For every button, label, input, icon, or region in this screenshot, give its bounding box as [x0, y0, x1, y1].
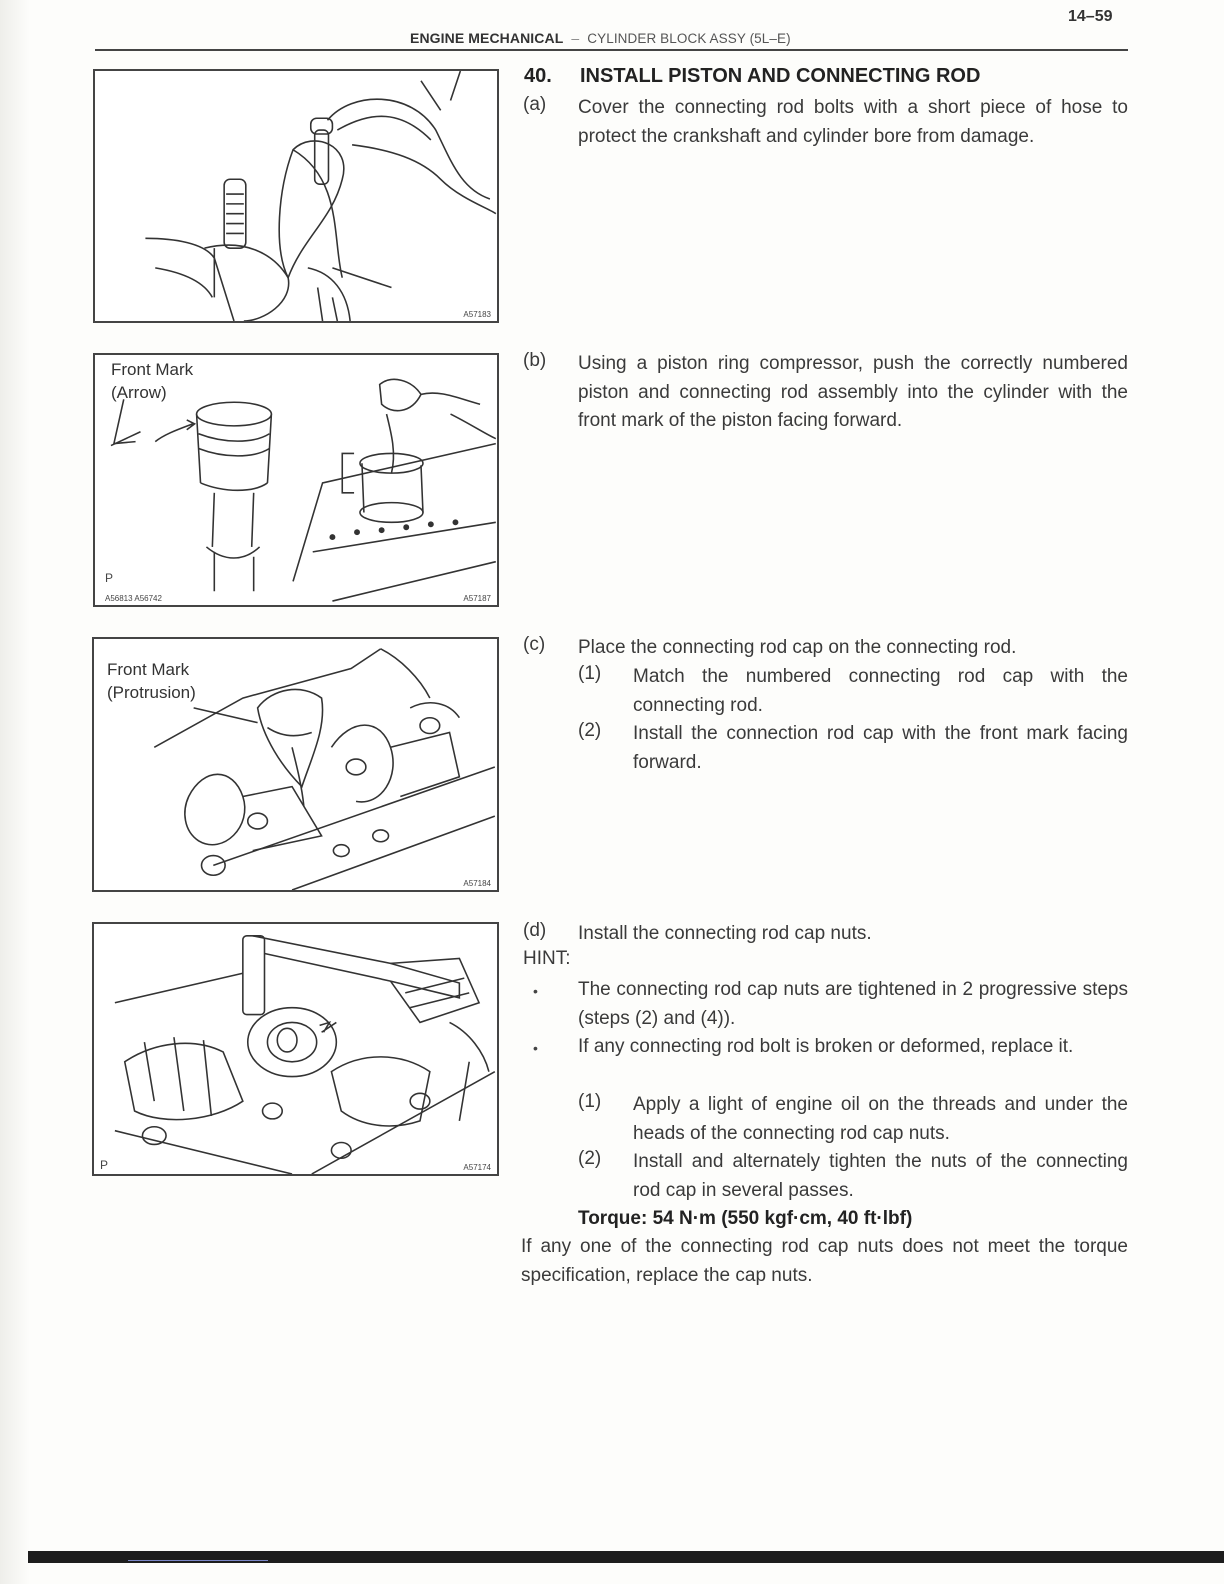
substep-d-item1-num: (1) — [578, 1091, 602, 1112]
front-mark-text: Front Mark — [111, 360, 194, 379]
torque-spec: Torque: 54 N·m (550 kgf·cm, 40 ft·lbf) — [578, 1208, 913, 1229]
figure-code: A57174 — [463, 1163, 491, 1172]
substep-c-text: Place the connecting rod cap on the connecting rod. — [578, 637, 1017, 658]
page-number: 14–59 — [1068, 8, 1113, 25]
substep-b-text: Using a piston ring compressor, push the correctly numbered piston and connecting rod assembly into the cylinder with the front mark of the piston facing forward. — [578, 353, 1128, 432]
figure-rod-cap — [92, 637, 499, 892]
substep-d-item2-num: (2) — [578, 1148, 602, 1169]
scan-edge-bar — [28, 1551, 1224, 1563]
hint-bullet-2: If any connecting rod bolt is broken or deformed, replace it. — [578, 1036, 1074, 1057]
arrow-text: (Arrow) — [111, 383, 167, 402]
header-rule — [95, 49, 1128, 51]
step-heading — [524, 65, 980, 88]
substep-b-letter: (b) — [523, 350, 547, 371]
hint-bullet-1: The connecting rod cap nuts are tightened in 2 progressive steps (steps (2) and (4)). — [578, 979, 1128, 1029]
substep-c-letter: (c) — [523, 634, 546, 655]
p-marker: P — [105, 571, 114, 585]
figure-code: A57187 — [463, 594, 491, 603]
substep-c-item2-num: (2) — [578, 720, 602, 741]
bullet-glyph: • — [533, 983, 538, 999]
figure-code: A57184 — [463, 879, 491, 888]
substep-a-letter: (a) — [523, 94, 547, 115]
running-header — [410, 30, 791, 46]
substep-d-item2-text: Install and alternately tighten the nuts of the connecting rod cap in several passes. — [633, 1151, 1128, 1201]
torque-note: If any one of the connecting rod cap nuts does not meet the torque specification, replace the cap nuts. — [521, 1236, 1128, 1286]
figure-piston-insert — [93, 353, 499, 607]
substep-c-item1-text: Match the numbered connecting rod cap with the connecting rod. — [633, 666, 1128, 716]
step-number: 40. — [524, 65, 552, 87]
hose-on-bolts-illustration — [95, 71, 497, 321]
page-shadow — [0, 0, 30, 1584]
substep-d-text: Install the connecting rod cap nuts. — [578, 923, 872, 944]
substep-d-item1-text: Apply a light of engine oil on the threads and under the heads of the connecting rod cap nuts. — [633, 1094, 1128, 1144]
header-separator: – — [571, 30, 580, 46]
figure-code: A57183 — [463, 310, 491, 319]
figure-sub-codes: A56813 A56742 — [105, 594, 162, 603]
rod-cap-illustration — [94, 639, 497, 890]
substep-a-text: Cover the connecting rod bolts with a short piece of hose to protect the crankshaft and cylinder bore from damage. — [578, 97, 1128, 147]
protrusion-text: (Protrusion) — [107, 683, 196, 702]
scan-edge-line — [128, 1560, 268, 1561]
substep-c-item1-num: (1) — [578, 663, 602, 684]
piston-insert-illustration — [95, 355, 497, 605]
section-title: ENGINE MECHANICAL — [410, 30, 564, 46]
figure-hose-on-bolts — [93, 69, 499, 323]
substep-c-item2-text: Install the connection rod cap with the front mark facing forward. — [633, 723, 1128, 773]
bullet-glyph: • — [533, 1040, 538, 1056]
figure-cap-nut-torque — [92, 922, 499, 1176]
hint-label: HINT: — [523, 948, 571, 969]
substep-d-letter: (d) — [523, 920, 547, 941]
p-marker: P — [100, 1158, 109, 1172]
step-title: INSTALL PISTON AND CONNECTING ROD — [580, 65, 981, 87]
front-mark-text: Front Mark — [107, 660, 190, 679]
cap-nut-torque-illustration — [94, 924, 497, 1174]
subsection-title: CYLINDER BLOCK ASSY (5L–E) — [587, 31, 791, 46]
